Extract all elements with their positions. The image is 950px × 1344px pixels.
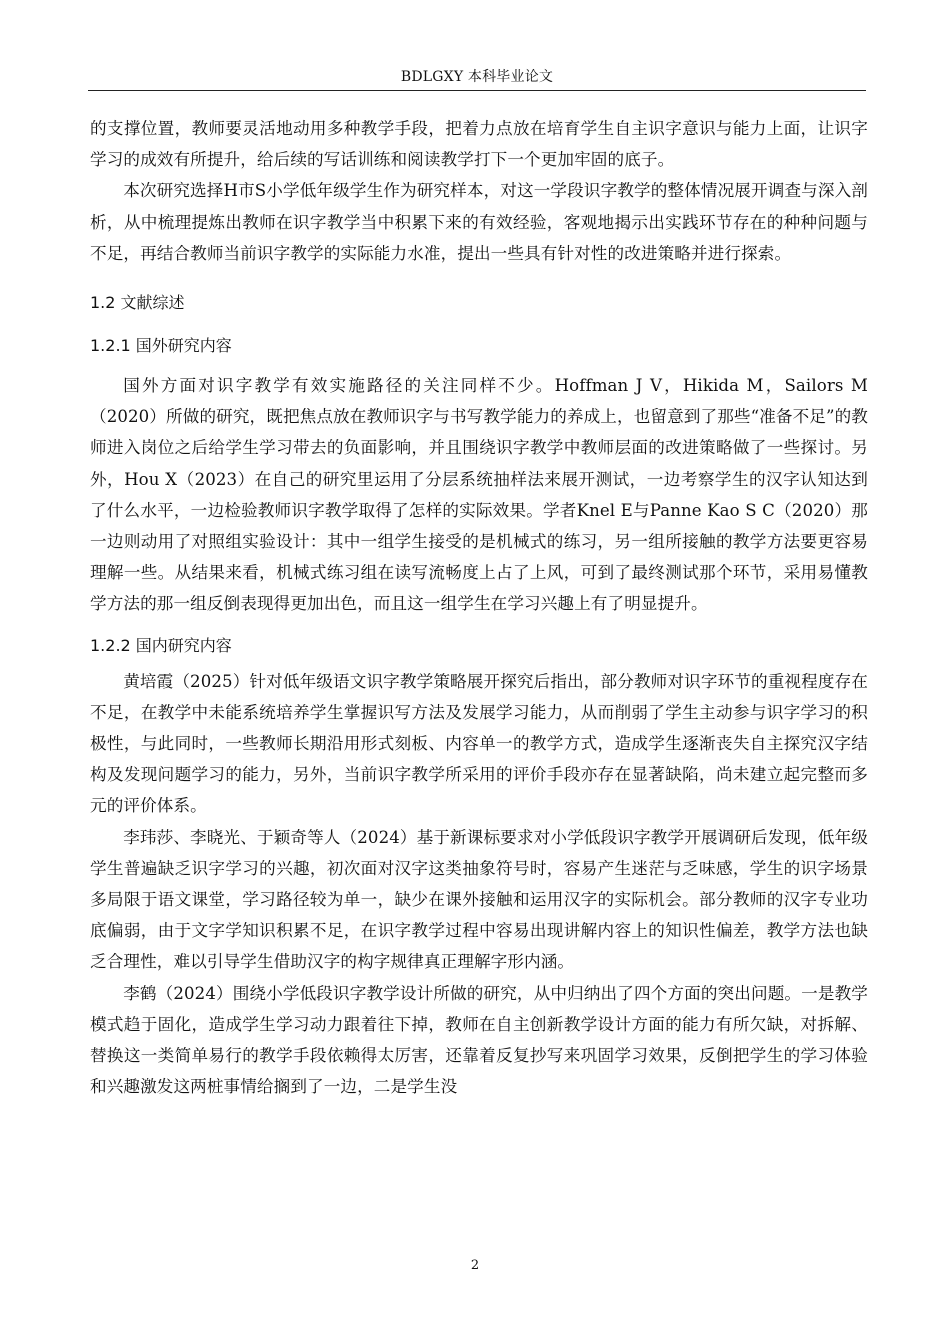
paragraph-li-weisha: 李玮莎、李晓光、于颖奇等人（2024）基于新课标要求对小学低段识字教学开展调研后发现，低年级学生普遍缺乏识字学习的兴趣，初次面对汉字这类抽象符号时，容易产生迷茫与乏味感，学生的识字场景多局限于语文课堂，学习路径较为单一，缺少在课外接触和运用汉字的实际机会。部分教师的汉字专业功底偏弱，由于文字学知识积累不足，在识字教学过程中容易出现讲解内容上的知识性偏差，教学方法也缺乏合理性，难以引导学生借助汉字的构字规律真正理解字形内涵。 <box>90 827 868 972</box>
document-body <box>90 113 868 1102</box>
page-number: 2 <box>470 1258 480 1273</box>
paragraph-huang-peixia: 黄培霞（2025）针对低年级语文识字教学策略展开探究后指出，部分教师对识字环节的重视程度存在不足，在教学中未能系统培养学生掌握识写方法及发展学习能力，从而削弱了学生主动参与识字学习的积极性，与此同时，一些教师长期沿用形式刻板、内容单一的教学方式，造成学生逐渐丧失自主探究汉字结构及发现问题学习的能力，另外，当前识字教学所采用的评价手段亦存在显著缺陷，尚未建立起完整而多元的评价体系。 <box>90 671 868 816</box>
paragraph-continuation: 的支撑位置，教师要灵活地动用多种教学手段，把着力点放在培育学生自主识字意识与能力上面，让识字学习的成效有所提升，给后续的写话训练和阅读教学打下一个更加牢固的底子。 <box>90 119 868 170</box>
running-header: BDLGXY 本科毕业论文 <box>400 69 554 85</box>
paragraph-li-he: 李鹤（2024）围绕小学低段识字教学设计所做的研究，从中归纳出了四个方面的突出问题。一是教学模式趋于固化，造成学生学习动力跟着往下掉，教师在自主创新教学设计方面的能力有所欠缺，对拆解、替换这一类简单易行的教学手段依赖得太厉害，还靠着反复抄写来巩固学习效果，反倒把学生的学习体验和兴趣激发这两桩事情给搁到了一边，二是学生没 <box>90 983 868 1097</box>
section-heading-literature-review: 1.2 文献综述 <box>90 293 185 313</box>
paragraph-research-sample: 本次研究选择H市S小学低年级学生作为研究样本，对这一学段识字教学的整体情况展开调查与深入剖析，从中梳理提炼出教师在识字教学当中积累下来的有效经验，客观地揭示出实践环节存在的种种问题与不足，再结合教师当前识字教学的实际能力水准，提出一些具有针对性的改进策略并进行探索。 <box>90 181 868 263</box>
header-divider <box>88 90 866 91</box>
paragraph-foreign-research: 国外方面对识字教学有效实施路径的关注同样不少。Hoffman J V，Hikida M，Sailors M（2020）所做的研究，既把焦点放在教师识字与书写教学能力的养成上，也留意到了那些“准备不足”的教师进入岗位之后给学生学习带去的负面影响，并且围绕识字教学中教师层面的改进策略做了一些探讨。另外，Hou X（2023）在自己的研究里运用了分层系统抽样法来展开测试，一边考察学生的汉字认知达到了什么水平，一边检验教师识字教学取得了怎样的实际效果。学者Knel E与Panne Kao S C（2020）那一边则动用了对照组实验设计：其中一组学生接受的是机械式的练习，另一组所接触的教学方法要更容易理解一些。从结果来看，机械式练习组在读写流畅度上占了上风，可到了最终测试那个环节，采用易懂教学方法的那一组反倒表现得更加出色，而且这一组学生在学习兴趣上有了明显提升。 <box>90 376 868 614</box>
subsection-heading-foreign-research: 1.2.1 国外研究内容 <box>90 336 232 356</box>
subsection-heading-domestic-research: 1.2.2 国内研究内容 <box>90 635 232 655</box>
